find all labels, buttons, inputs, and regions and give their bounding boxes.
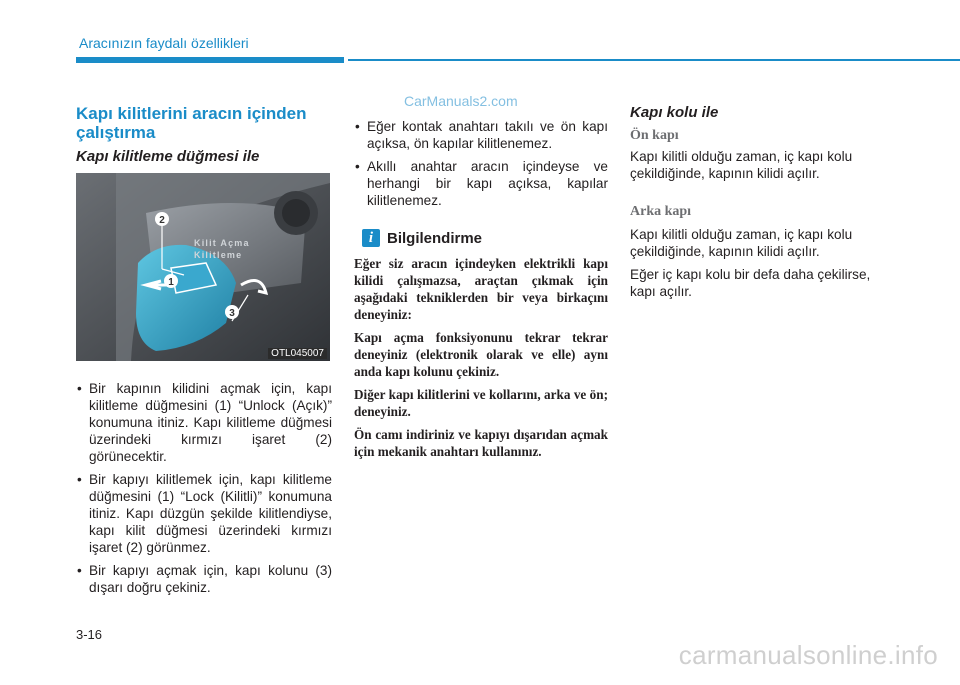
lock-unlock-label (194, 237, 250, 261)
rear-door-text-2: Eğer iç kapı kolu bir defa daha çekilirse, kapı açılır. (630, 267, 871, 299)
header-rule-thin (348, 59, 960, 61)
list-item: • Akıllı anahtar aracın içindeyse ve herhangi bir kapı açıksa, kapılar kilitlenemez. (354, 158, 608, 209)
info-header (362, 229, 482, 247)
door-lock-illustration (76, 173, 330, 361)
figure-code: OTL045007 (268, 348, 327, 359)
list-item: • Bir kapıyı açmak için, kapı kolunu (3) dışarı doğru çekiniz. (76, 562, 332, 596)
info-body (354, 255, 608, 466)
chapter-header: Aracınızın faydalı özellikleri (79, 35, 249, 51)
callout-3 (225, 305, 239, 319)
door-lock-figure (76, 173, 330, 361)
list-item: • Eğer kontak anahtarı takılı ve ön kapı açıksa, ön kapılar kilitlenemez. (354, 118, 608, 152)
lock-label: Kilitleme (194, 250, 243, 260)
unlock-label: Kilit Açma (194, 238, 250, 248)
list-item: • Bir kapının kilidini açmak için, kapı kilitleme düğmesini (1) “Unlock (Açık)” konumuna itiniz. Kapı kilitleme düğmesi üzerindeki kırmızı işaret (2) görünecektir. (76, 380, 332, 465)
callout-2 (155, 212, 169, 226)
lock-restriction-notes (354, 118, 608, 215)
subsection-title: Kapı kilitleme düğmesi ile (76, 148, 260, 165)
watermark-bottom: carmanualsonline.info (678, 640, 938, 670)
svg-text:3: 3 (229, 308, 235, 319)
front-door-heading: Ön kapı (630, 128, 679, 143)
info-paragraph: Ön camı indiriniz ve kapıyı dışarıdan açmak için mekanik anahtarı kullanınız. (354, 427, 608, 459)
front-door-text: Kapı kilitli olduğu zaman, iç kapı kolu çekildiğinde, kapının kilidi açılır. (630, 149, 853, 181)
svg-text:1: 1 (168, 277, 174, 288)
info-paragraph: Eğer siz aracın içindeyken elektrikli kapı kilidi çalışmazsa, araçtan çıkmak için aşağıdaki tekniklerden bir veya birkaçını deneyiniz: (354, 256, 608, 322)
callout-1 (164, 274, 178, 288)
info-paragraph: Diğer kapı kilitlerini ve kollarını, arka ve ön; deneyiniz. (354, 387, 608, 419)
rear-door-text: Kapı kilitli olduğu zaman, iç kapı kolu çekildiğinde, kapının kilidi açılır. (630, 227, 853, 259)
rear-door-heading: Arka kapı (630, 204, 692, 219)
handle-section-title: Kapı kolu ile (630, 104, 719, 121)
svg-text:2: 2 (159, 215, 165, 226)
info-paragraph: Kapı açma fonksiyonunu tekrar tekrar deneyiniz (elektronik olarak ve elle) aynı anda kapı kolunu çekiniz. (354, 330, 608, 379)
page-number: 3-16 (76, 627, 103, 642)
section-title: Kapı kilitlerini aracın içinden çalıştırma (76, 104, 307, 142)
info-title: Bilgilendirme (387, 229, 483, 247)
watermark-top: CarManuals2.com (404, 93, 518, 109)
lock-button-instructions (76, 380, 332, 602)
info-icon: i (362, 229, 380, 247)
header-rule-thick (76, 57, 344, 63)
list-item: • Bir kapıyı kilitlemek için, kapı kilitleme düğmesini (1) “Lock (Kilitli)” konumuna itiniz. Kapı düzgün şekilde kilitlendiyse, kapı kilit düğmesi üzerindeki kırmızı işaret (2) görünmez. (76, 471, 332, 556)
